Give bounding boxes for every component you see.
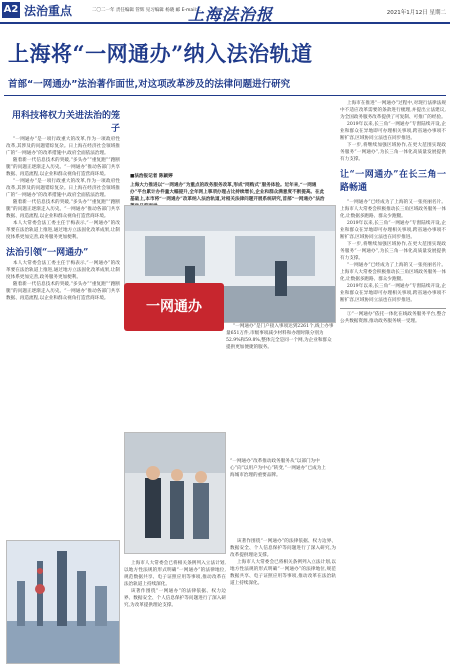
right-para-1: 上海市在推进“一网通办”过程中,对现行法律法规中不适应改革需要的条款进行梳理,并提出立法建议,为全国政务服务改革提供了可复制、可推广的经验。 bbox=[340, 101, 446, 120]
subheadline: 首部“一网通办”法治著作面世,对这项改革涉及的法律问题进行研究 bbox=[8, 79, 291, 90]
left-para-2-repeat: 随着新一代信息技术的突破,“多头办”“重复跑”“跑断腿”的问题正逐渐走入历史。“一网通办”推动各部门共享数据、再造流程,以企业和群众视角打造营商环境。 bbox=[6, 282, 120, 301]
left-heading-2: 法治引领“一网通办” bbox=[6, 248, 89, 258]
section-title: 法治重点 bbox=[24, 4, 73, 18]
issue-date: 2021年1月12日 星期二 bbox=[386, 10, 446, 16]
mid-body-column-2 bbox=[230, 538, 336, 666]
lead-paragraph: 上海大力推进以“一网通办”为重点的政务服务改革,形成“网购式”服务体验。近年来,“一网通办”平台累计办件量大幅提升,全年网上事项办理占比持续增长,企业和群众满意度不断提高。在此基础上,本市将“一网通办”改革纳入法治轨道,对相关法律问题开展系统研究,首部“一网通办”法治 bbox=[130, 183, 325, 202]
page-header bbox=[0, 0, 450, 24]
masthead: 上海法治报 bbox=[188, 5, 274, 24]
left-heading-1: 用科技将权力关进法治的笼子 bbox=[11, 111, 120, 134]
right-column bbox=[340, 100, 446, 666]
left-column bbox=[6, 110, 120, 530]
right-para-3: 2019年以来,长三角“一网通办”专窗陆续开设,企业和群众在异地即可办理相关事项,跨省通办事项不断扩容,区域协同立法也在同步推进。 bbox=[340, 221, 446, 240]
mid-body-3: 该著作围绕“一网通办”的法律依据、权力边界、数据安全、个人信息保护等问题进行了深入研究,为改革提供理论支撑。 bbox=[230, 539, 336, 558]
right-para-4: 下一步,将继续加强区域协作,在更大范围实现政务服务“一网通办”,为长三角一体化高质量发展提供有力支撑。 bbox=[340, 242, 446, 261]
citizens-photo bbox=[124, 432, 226, 554]
mid-body-column-1 bbox=[124, 560, 226, 666]
divider bbox=[4, 95, 446, 96]
right-heading: 让“一网通办”在长三角一路畅通 bbox=[340, 170, 446, 193]
left-para-1-cont: “一网通办”是一项行政重大的改革,作为一项政府性改革,其涉及的问题错综复杂。日上海在经济社会领域推广的“一网通办”的改革措施中,政府全面依法治理。 bbox=[6, 179, 120, 198]
right-para-2: “一网通办”已经成为了上海的又一张亮丽名片。上海市人大常委会积极推动长三角区域政务服务一体化,让数据多跑路、群众少跑腿。 bbox=[340, 200, 446, 219]
byline: ■法治报记者 陈颖婷 bbox=[130, 174, 173, 179]
left-para-2-cont: 随着新一代信息技术的突破,“多头办”“重复跑”“跑断腿”的问题正逐渐走入历史。“一网通办”推动各部门共享数据、再造流程,以企业和群众视角打造营商环境。 bbox=[6, 200, 120, 219]
yiwangtongban-logo: 一网通办 bbox=[124, 283, 224, 331]
headline: 上海将“一网通办”纳入法治轨道 bbox=[8, 41, 313, 66]
left-para-3-cont: 本人大常委会法工委主任于梅表示,“一网通办”的改革要在法治轨道上推进,通过地方立法固化改革成果,让制度体系更加完善,政务服务更加便利。 bbox=[6, 221, 120, 240]
left-para-3: 本人大常委会法工委主任于梅表示,“一网通办”的改革要在法治轨道上推进,通过地方立法固化改革成果,让制度体系更加完善,政务服务更加便利。 bbox=[6, 261, 120, 280]
left-para-2: 随着新一代信息技术的突破,“多头办”“重复跑”“跑断腿”的问题正逐渐走入历史。“一网通办”推动各部门共享数据、再造流程,以企业和群众视角打造营商环境。 bbox=[6, 158, 120, 177]
right-para-1-cont: 2019年以来,长三角“一网通办”专窗陆续开设,企业和群众在异地即可办理相关事项,跨省通办事项不断扩容,区域协同立法也在同步推进。 bbox=[340, 122, 446, 141]
page-number: A2 bbox=[2, 2, 20, 18]
editor-info: 二〇二一年 责任编辑 管辉 见习编辑 杨晓 邮 E-mail:... bbox=[92, 8, 202, 13]
photo-caption: “一网通办”是门户接入事项达到2261个,线上办事量651万件,市级事项减少材料和办理时限分别为52.9%和59.8%,整体完全是同一个网,为企业和群众提供更加便捷的服务。 bbox=[226, 324, 334, 350]
right-para-1-more: 下一步,将继续加强区域协作,在更大范围实现政务服务“一网通办”,为长三角一体化高质量发展提供有力支撑。 bbox=[340, 143, 446, 162]
pull-quote: “一网通办”改革推动政务服务从“以部门为中心”向“以用户为中心”转变,“一网通办”已成为上海城市治理的重要品牌。 bbox=[230, 459, 326, 478]
mid-body-1: 上海市人大常委会已将相关条例列入立法计划,以地方性法规的形式明确“一网通办”的法律地位,规范数据共享、电子证照应用等事项,推动改革在法治轨道上持续深化。 bbox=[124, 561, 226, 587]
left-para-1: “一网通办”是一项行政重大的改革,作为一项政府性改革,其涉及的问题错综复杂。日上海在经济社会领域推广的“一网通办”的改革措施中,政府全面依法治理。 bbox=[6, 137, 120, 156]
right-footnote: ①“一网通办”依托一体化在线政务服务平台,整合公共数据资源,推动政务服务统一受理。 bbox=[340, 308, 446, 325]
city-skyline-photo bbox=[6, 540, 120, 664]
right-para-2-cont: “一网通办”已经成为了上海的又一张亮丽名片。上海市人大常委会积极推动长三角区域政务服务一体化,让数据多跑路、群众少跑腿。 bbox=[340, 263, 446, 282]
mid-body-2: 该著作围绕“一网通办”的法律依据、权力边界、数据安全、个人信息保护等问题进行了深入研究,为改革提供理论支撑。 bbox=[124, 589, 226, 608]
right-para-3-cont: 2019年以来,长三角“一网通办”专窗陆续开设,企业和群众在异地即可办理相关事项,跨省通办事项不断扩容,区域协同立法也在同步推进。 bbox=[340, 284, 446, 303]
mid-body-4: 上海市人大常委会已将相关条例列入立法计划,以地方性法规的形式明确“一网通办”的法律地位,规范数据共享、电子证照应用等事项,推动改革在法治轨道上持续深化。 bbox=[230, 560, 336, 586]
